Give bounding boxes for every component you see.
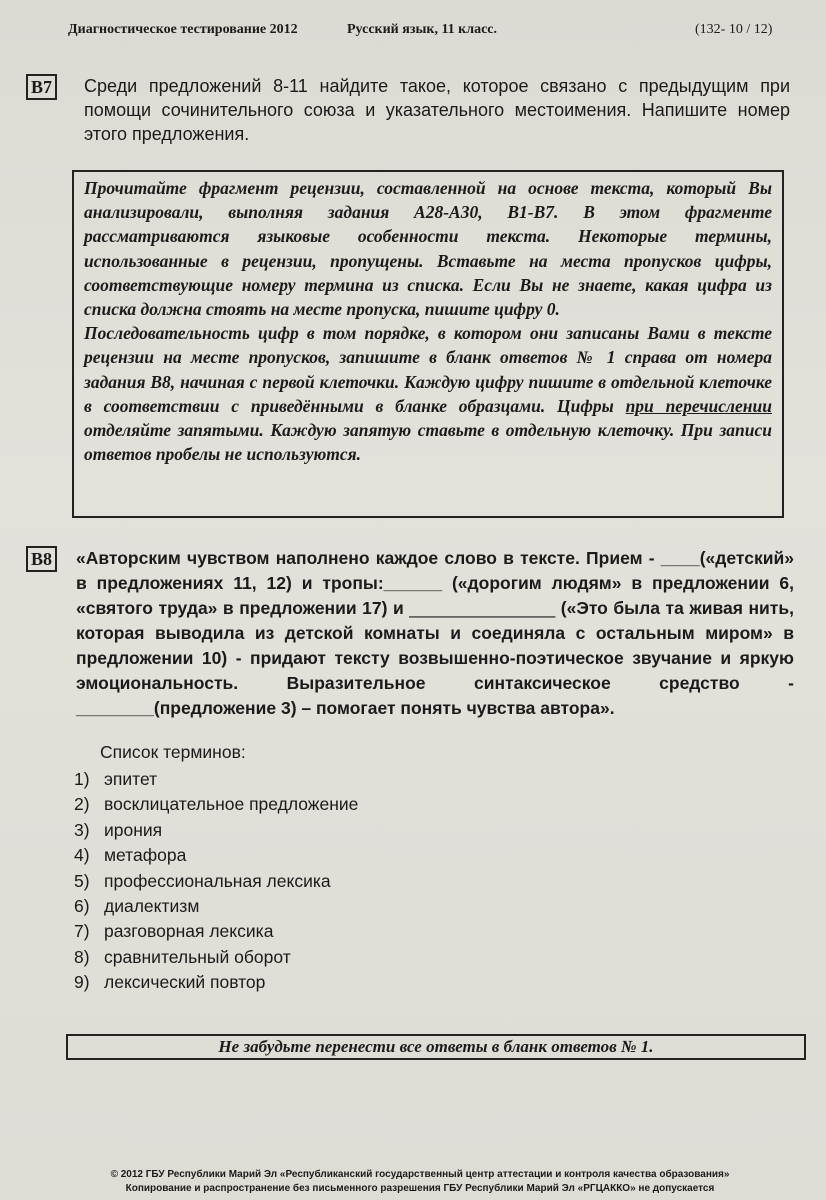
term-item [74,792,358,817]
term-item [74,869,358,894]
instructions-paragraph-1: Прочитайте фрагмент рецензии, составленной на основе текста, который Вы анализировали, выполняя задания А28-А30, В1-В7. В этом фрагменте рассматриваются языковые особенности текста. Некоторые термины, использованные в рецензии, пропущены. Вставьте на места пропусков цифры, соответствующие номеру термина из списка. Если Вы не знаете, какая цифра из списка должна стоять на месте пропуска, пишите цифру 0. [84,178,772,320]
task-b7-label: B7 [26,74,57,100]
term-text: восклицательное предложение [104,794,359,815]
term-text: сравнительный оборот [104,946,291,967]
instructions-underlined: при перечислении [625,395,772,416]
reminder-banner: Не забудьте перенести все ответы в бланк ответов № 1. [66,1034,806,1060]
task-b8-label: B8 [26,546,57,572]
term-number: 8) [74,946,90,967]
term-item [74,970,358,995]
review-text: «Авторским чувством наполнено каждое слово в тексте. Прием - ____(«детский» в предложениях 11, 12) и тропы:______ («дорогим людям» в предложении 6, «святого труда» в предложении 17) и [76,548,794,618]
term-number: 7) [74,921,90,942]
terms-list-title: Список терминов: [100,742,246,762]
term-number: 2) [74,794,90,815]
term-text: метафора [104,845,187,866]
term-number: 9) [74,972,90,993]
term-number: 1) [74,769,90,789]
task-b8-text [76,546,794,721]
review-text: («Это была та живая нить, которая выводила из детской комнаты и соединяла с остальным миром» в предложении 10) - придают тексту возвышенно-поэтическое звучание и яркую эмоциональность. Выразительное синтаксическое средство -________(предложение 3) – помогает понять чувства автора». [76,598,794,718]
footer-line: © 2012 ГБУ Республики Марий Эл «Республиканский государственный центр аттестации и контроля качества образования» [110,1169,730,1180]
term-item [74,894,358,919]
review-blank: _______________ [409,598,556,618]
term-number: 5) [74,870,90,891]
term-item [74,945,358,970]
term-number: 3) [74,819,90,840]
term-item [74,767,358,792]
instructions-paragraph-2 [84,321,772,466]
instructions-box [72,170,784,518]
term-text: лексический повтор [104,972,266,993]
term-text: разговорная лексика [104,921,274,942]
header-page-code: (132- 10 / 12) [695,22,773,37]
instructions-text: Последовательность цифр в том порядке, в котором они записаны Вами в тексте рецензии на месте пропусков, запишите в бланк ответов № 1 справа от номера задания В8, начиная с первой клеточки. Каждую цифру пишите в отдельной клеточке в соответствии с приведёнными в бланке образцами. Цифры [84,323,772,416]
task-b7-text: Среди предложений 8-11 найдите такое, которое связано с предыдущим при помощи сочинительного союза и указательного местоимения. Напишите номер этого предложения. [84,76,790,144]
term-text: диалектизм [104,895,200,916]
term-text: ирония [104,819,163,840]
term-text: эпитет [104,769,158,789]
instructions-text: отделяйте запятыми. Каждую запятую ставьте в отдельную клеточку. При записи ответов пробелы не используются. [84,420,772,465]
term-number: 4) [74,845,90,866]
terms-list [74,767,358,996]
footer-line: Копирование и распространение без письменного разрешения ГБУ Республики Марий Эл «РГЦАККО» не допускается [125,1183,715,1194]
copyright-footer [40,1168,800,1196]
header-subject: Русский язык, 11 класс. [347,22,498,37]
term-item [74,919,358,944]
term-item [74,843,358,868]
header-test-title: Диагностическое тестирование 2012 [68,22,298,37]
term-number: 6) [74,895,90,916]
term-text: профессиональная лексика [104,870,331,891]
term-item [74,818,358,843]
